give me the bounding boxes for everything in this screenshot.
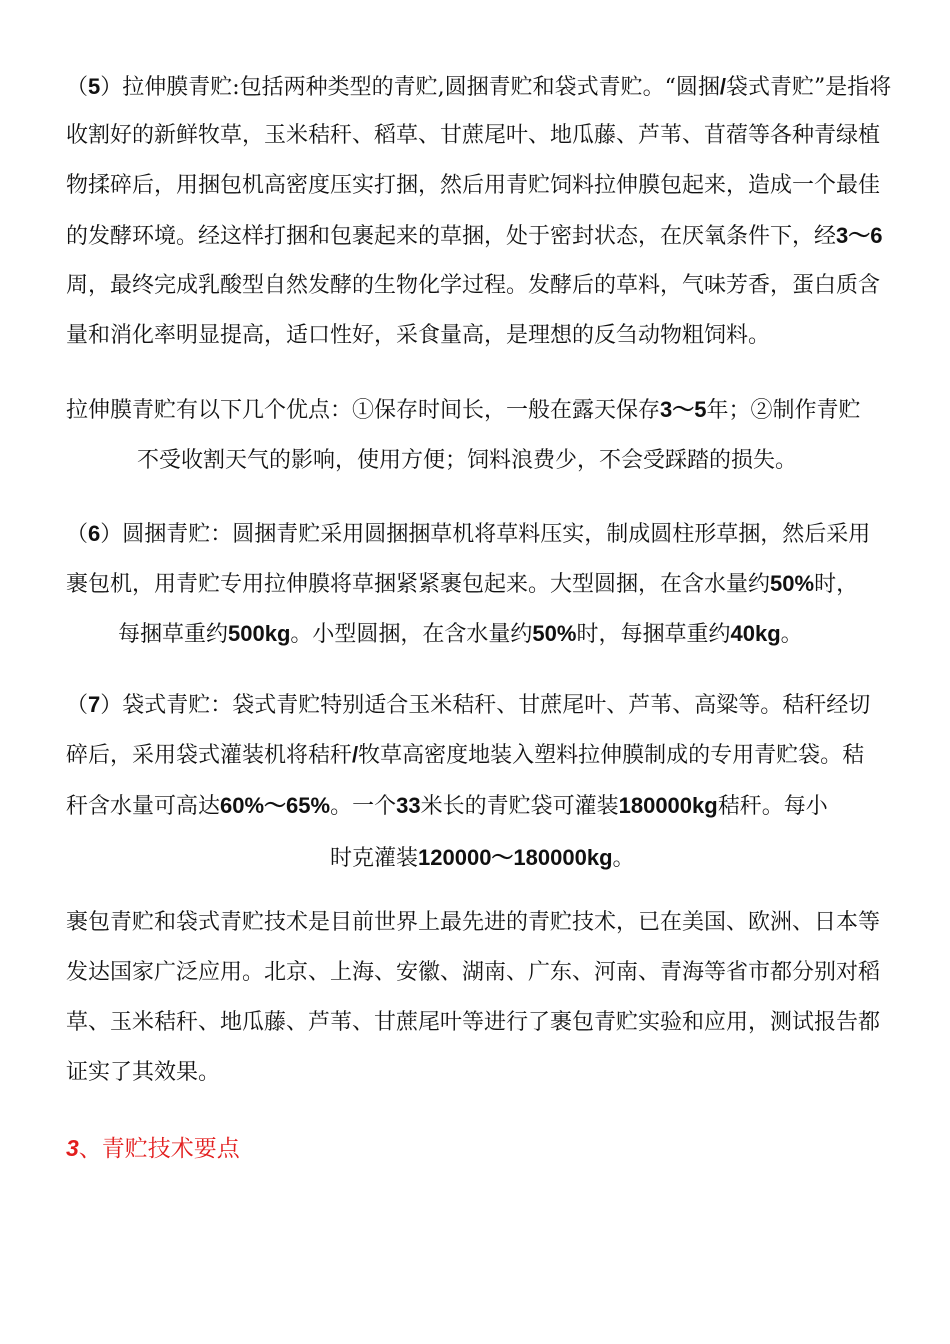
para6-line-3: 每捆草重约500kg。小型圆捆，在含水量约50%时，每捆草重约40kg。 [118,621,803,647]
para5-line-2: 收割好的新鲜牧草，玉米秸秆、稻草、甘蔗尾叶、地瓜藤、芦苇、苜蓿等各种青绿植 [66,123,881,148]
para7-line-1: （7）袋式青贮：袋式青贮特别适合玉米秸秆、甘蔗尾叶、芦苇、高粱等。秸秆经切 [66,692,871,718]
para7-line-2: 碎后，采用袋式灌装机将秸秆/牧草高密度地装入塑料拉伸膜制成的专用青贮袋。秸 [66,742,865,768]
advantages-line-1: 拉伸膜青贮有以下几个优点：①保存时间长，一般在露天保存3～5年；②制作青贮 [66,397,861,423]
para5-line-6: 量和消化率明显提高，适口性好，采食量高，是理想的反刍动物粗饲料。 [66,323,771,348]
para7-line-3: 秆含水量可高达60%～65%。一个33米长的青贮袋可灌装180000kg秸秆。每小 [66,793,828,819]
para6-line-2: 裹包机，用青贮专用拉伸膜将草捆紧紧裹包起来。大型圆捆，在含水量约50%时， [66,571,859,597]
tech-line-1: 裹包青贮和袋式青贮技术是目前世界上最先进的青贮技术，已在美国、欧洲、日本等 [66,910,881,935]
section-title: 、青贮技术要点 [78,1136,240,1162]
section-number: 3 [66,1135,79,1161]
para7-line-4: 时克灌装120000～180000kg。 [330,845,635,871]
para5-line-5: 周，最终完成乳酸型自然发酵的生物化学过程。发酵后的草料，气味芳香，蛋白质含 [66,273,881,298]
tech-line-2: 发达国家广泛应用。北京、上海、安徽、湖南、广东、河南、青海等省市都分别对稻 [66,960,881,985]
para6-line-1: （6）圆捆青贮：圆捆青贮采用圆捆捆草机将草料压实，制成圆柱形草捆，然后采用 [66,521,871,547]
para5-line-1: （5）拉伸膜青贮:包括两种类型的青贮,圆捆青贮和袋式青贮。“圆捆/袋式青贮”是指将 [66,74,892,100]
advantages-line-2: 不受收割天气的影响，使用方便；饲料浪费少，不会受踩踏的损失。 [137,448,798,473]
section-heading [66,1133,240,1164]
tech-line-4: 证实了其效果。 [66,1060,221,1085]
para5-line-4: 的发酵环境。经这样打捆和包裹起来的草捆，处于密封状态，在厌氧条件下，经3～6 [66,223,883,249]
tech-line-3: 草、玉米秸秆、地瓜藤、芦苇、甘蔗尾叶等进行了裹包青贮实验和应用，测试报告都 [66,1010,881,1035]
para5-line-3: 物揉碎后，用捆包机高密度压实打捆，然后用青贮饲料拉伸膜包起来，造成一个最佳 [66,173,881,198]
